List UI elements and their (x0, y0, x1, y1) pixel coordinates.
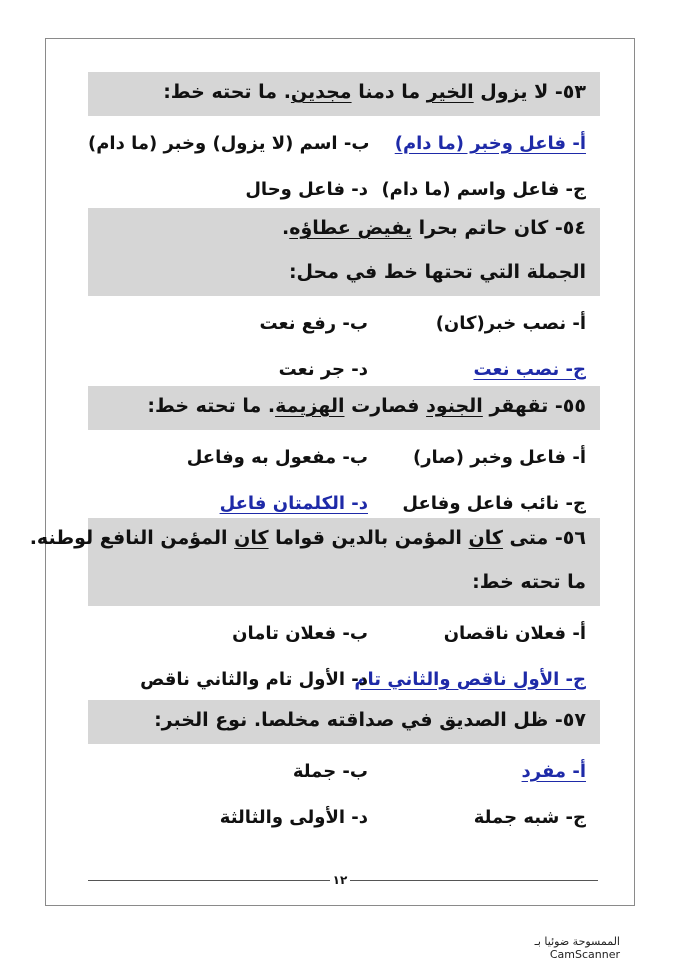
page-number: ١٢ (330, 873, 350, 887)
question-text: ٥٣- لا يزول (473, 81, 586, 103)
question-text-line (88, 252, 586, 296)
option-label: ب- اسم (لا يزول) وخبر (ما دام) (88, 132, 370, 154)
question-text: المؤمن بالدين قواما (268, 527, 469, 549)
question-header (88, 208, 600, 296)
options-row (88, 120, 600, 166)
option-correct-answer[interactable] (88, 493, 368, 514)
option-label: ج- الأول ناقص والثاني تام (354, 668, 586, 690)
option-choice[interactable] (88, 761, 368, 782)
option-label: د- الكلمتان فاعل (219, 492, 368, 514)
question-text: ٥٥- تقهقر (482, 395, 586, 417)
underlined-word: كان (234, 527, 269, 549)
option-choice[interactable] (88, 133, 369, 154)
options-row (88, 610, 600, 656)
option-label: أ- مفرد (521, 760, 586, 782)
options-grid (88, 434, 600, 526)
option-label: أ- نصب خبر(كان) (435, 312, 586, 334)
option-label: د- فاعل وحال (245, 178, 368, 200)
question-text: ما دمنا (351, 81, 427, 103)
option-label: أ- فاعل وخبر (صار) (412, 446, 586, 468)
option-correct-answer[interactable] (369, 133, 600, 154)
option-label: ج- نائب فاعل وفاعل (402, 492, 586, 514)
option-label: أ- فعلان ناقصان (443, 622, 586, 644)
question-header (29, 518, 600, 606)
option-choice[interactable] (88, 179, 368, 200)
option-choice[interactable] (88, 807, 368, 828)
question-text: فصارت (344, 395, 427, 417)
underlined-word: الهزيمة (275, 395, 345, 417)
option-choice[interactable] (88, 623, 368, 644)
option-correct-answer[interactable] (354, 668, 600, 690)
scanner-credit: الممسوحة ضوئيا بـ CamScanner (534, 935, 620, 961)
question-text: ما تحته خط: (472, 571, 586, 593)
options-row (88, 300, 600, 346)
options-grid (88, 610, 600, 702)
question-text: . ما تحته خط: (147, 395, 276, 417)
options-row (88, 794, 600, 840)
options-row (88, 656, 600, 702)
option-choice[interactable] (368, 807, 600, 828)
options-row (88, 748, 600, 794)
option-choice[interactable] (368, 493, 600, 514)
question-text-line (88, 562, 586, 606)
option-choice[interactable] (368, 623, 600, 644)
option-label: د- الأول تام والثاني ناقص (140, 668, 368, 690)
option-choice[interactable] (88, 313, 368, 334)
option-choice[interactable] (368, 179, 600, 200)
option-label: أ- فاعل وخبر (ما دام) (394, 132, 586, 154)
question-text-line (29, 518, 586, 562)
option-label: د- جر نعت (278, 358, 368, 380)
option-choice[interactable] (88, 359, 368, 380)
option-label: د- الأولى والثالثة (219, 806, 368, 828)
options-grid (88, 300, 600, 392)
question-header (88, 386, 600, 430)
option-choice[interactable] (88, 447, 368, 468)
question-header (88, 700, 600, 744)
option-choice[interactable] (88, 669, 368, 690)
question-header (88, 72, 600, 116)
options-grid (88, 748, 600, 840)
option-choice[interactable] (368, 447, 600, 468)
question-text: . (282, 217, 290, 239)
option-label: ب- رفع نعت (259, 312, 368, 334)
options-grid (88, 120, 600, 212)
question-text-line (88, 208, 586, 252)
option-label: ب- مفعول به وفاعل (186, 446, 368, 468)
underlined-word: كان (468, 527, 503, 549)
underlined-word: الخير (426, 81, 474, 103)
option-label: ب- فعلان تامان (232, 622, 368, 644)
underlined-word: يفيض عطاؤه (289, 217, 413, 239)
option-choice[interactable] (368, 313, 600, 334)
options-row (88, 434, 600, 480)
option-label: ج- شبه جملة (473, 806, 586, 828)
options-row (88, 166, 600, 212)
question-text: ٥٧- ظل الصديق في صداقته مخلصا. نوع الخبر: (154, 709, 586, 731)
question-text: المؤمن النافع لوطنه. (29, 527, 235, 549)
underlined-word: الجنود (426, 395, 483, 417)
option-label: ج- فاعل واسم (ما دام) (381, 178, 586, 200)
option-correct-answer[interactable] (368, 359, 600, 380)
question-text-line (88, 72, 586, 116)
option-label: ج- نصب نعت (473, 358, 586, 380)
question-text-line (88, 386, 586, 430)
question-text: ٥٤- كان حاتم بحرا (412, 217, 586, 239)
option-label: ب- جملة (292, 760, 368, 782)
underlined-word: مجدين (290, 81, 352, 103)
question-text: ٥٦- متى (502, 527, 586, 549)
question-text: . ما تحته خط: (163, 81, 291, 103)
question-text: الجملة التي تحتها خط في محل: (288, 261, 586, 283)
option-correct-answer[interactable] (368, 761, 600, 782)
question-text-line (88, 700, 586, 744)
